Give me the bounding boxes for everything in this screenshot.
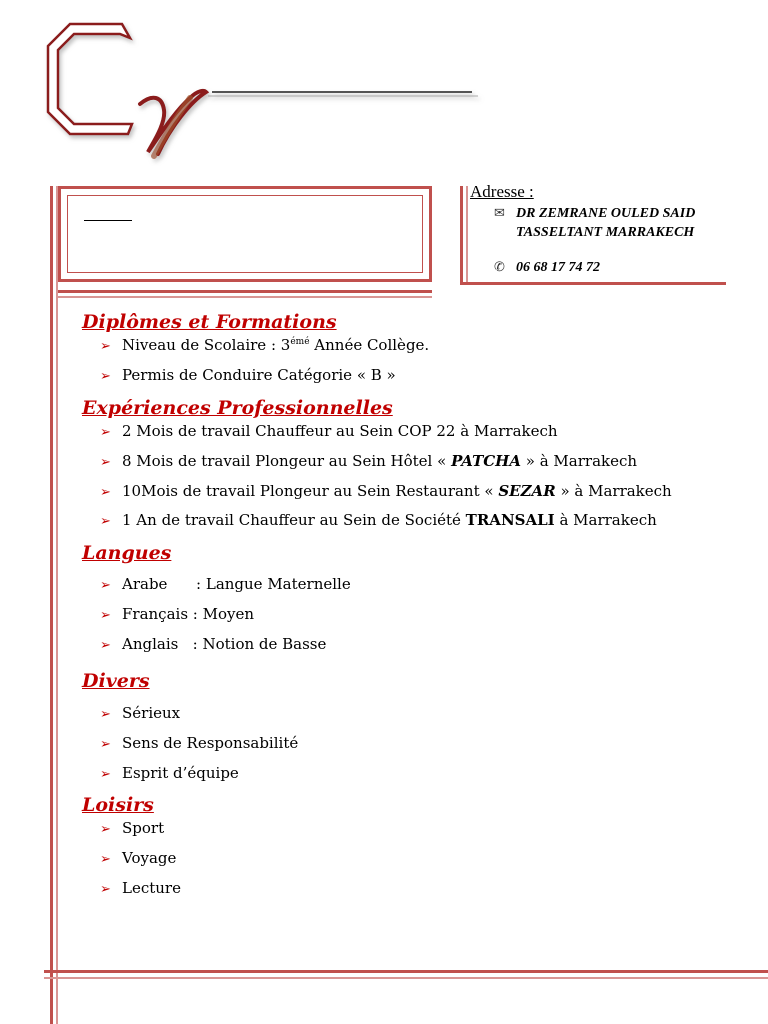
item-emphasis: TRANSALI bbox=[465, 511, 555, 529]
phone-icon: ✆ bbox=[494, 260, 505, 275]
envelope-icon: ✉ bbox=[494, 206, 505, 221]
arrow-bullet-icon: ➢ bbox=[100, 882, 111, 897]
arrow-bullet-icon: ➢ bbox=[100, 485, 111, 500]
arrow-bullet-icon: ➢ bbox=[100, 737, 111, 752]
logo-text: Cv bbox=[40, 16, 42, 17]
item-text: Sport bbox=[122, 819, 165, 837]
name-placeholder-line bbox=[84, 220, 132, 221]
address-line-1: DR ZEMRANE OULED SAID bbox=[516, 206, 696, 221]
item-text: Français : Moyen bbox=[122, 605, 255, 623]
item-text: Sérieux bbox=[122, 704, 181, 722]
address-left-line bbox=[460, 186, 463, 282]
arrow-bullet-icon: ➢ bbox=[100, 767, 111, 782]
list-item bbox=[100, 704, 180, 722]
list-item bbox=[100, 635, 326, 653]
section-title-experiences: Expériences Professionnelles bbox=[82, 397, 393, 419]
name-box-inner bbox=[67, 195, 423, 273]
section-title-diplomes: Diplômes et Formations bbox=[82, 311, 337, 333]
list-item bbox=[100, 575, 351, 593]
address-left-line-inner bbox=[466, 186, 468, 282]
list-item bbox=[100, 849, 176, 867]
list-item bbox=[100, 511, 657, 529]
list-item bbox=[100, 482, 672, 500]
list-item bbox=[100, 336, 429, 354]
item-text: 10Mois de travail Plongeur au Sein Restaurant « bbox=[122, 482, 499, 500]
item-text: 1 An de travail Chauffeur au Sein de Société bbox=[122, 511, 466, 529]
arrow-bullet-icon: ➢ bbox=[100, 638, 111, 653]
item-text: Lecture bbox=[122, 879, 181, 897]
arrow-bullet-icon: ➢ bbox=[100, 425, 111, 440]
frame-left-line-outer bbox=[50, 186, 53, 1024]
list-item bbox=[100, 452, 637, 470]
frame-left-line-inner bbox=[56, 186, 58, 1024]
list-item bbox=[100, 734, 298, 752]
name-box bbox=[58, 186, 432, 282]
item-text: Sens de Responsabilité bbox=[122, 734, 299, 752]
list-item bbox=[100, 879, 181, 897]
arrow-bullet-icon: ➢ bbox=[100, 455, 111, 470]
list-item bbox=[100, 366, 396, 384]
item-text: à Marrakech bbox=[554, 511, 657, 529]
arrow-bullet-icon: ➢ bbox=[100, 852, 111, 867]
address-title: Adresse : bbox=[470, 182, 534, 201]
item-text: 2 Mois de travail Chauffeur au Sein COP 22 à Marrakech bbox=[122, 422, 558, 440]
frame-bottom-line-inner bbox=[44, 977, 768, 979]
item-text: Arabe : Langue Maternelle bbox=[122, 575, 351, 593]
address-line-2: TASSELTANT MARRAKECH bbox=[516, 225, 695, 240]
frame-bottom-line-outer bbox=[44, 970, 768, 973]
arrow-bullet-icon: ➢ bbox=[100, 822, 111, 837]
namebox-underline-outer bbox=[58, 290, 432, 293]
namebox-underline-inner bbox=[58, 296, 432, 298]
item-superscript: émé bbox=[290, 337, 310, 347]
item-text: Voyage bbox=[122, 849, 177, 867]
list-item bbox=[100, 422, 558, 440]
address-bottom-line bbox=[460, 282, 726, 285]
item-text: » à Marrakech bbox=[555, 482, 672, 500]
phone-number: 06 68 17 74 72 bbox=[516, 260, 600, 275]
item-text: Permis de Conduire Catégorie « B » bbox=[122, 366, 396, 384]
item-text: Esprit d’équipe bbox=[122, 764, 239, 782]
cv-logo bbox=[40, 16, 490, 166]
list-item bbox=[100, 819, 164, 837]
arrow-bullet-icon: ➢ bbox=[100, 339, 111, 354]
address-block bbox=[470, 182, 750, 282]
arrow-bullet-icon: ➢ bbox=[100, 369, 111, 384]
arrow-bullet-icon: ➢ bbox=[100, 608, 111, 623]
arrow-bullet-icon: ➢ bbox=[100, 707, 111, 722]
item-text: » à Marrakech bbox=[521, 452, 638, 470]
item-text: Anglais : Notion de Basse bbox=[122, 635, 327, 653]
section-title-loisirs: Loisirs bbox=[82, 794, 154, 816]
item-emphasis: PATCHA bbox=[451, 452, 521, 470]
section-title-divers: Divers bbox=[82, 670, 150, 692]
item-text: Niveau de Scolaire : 3 bbox=[122, 336, 291, 354]
arrow-bullet-icon: ➢ bbox=[100, 578, 111, 593]
list-item bbox=[100, 605, 254, 623]
item-emphasis: SEZAR bbox=[498, 482, 556, 500]
arrow-bullet-icon: ➢ bbox=[100, 514, 111, 529]
item-text: Année Collège. bbox=[309, 336, 430, 354]
section-title-langues: Langues bbox=[82, 542, 172, 564]
item-text: 8 Mois de travail Plongeur au Sein Hôtel « bbox=[122, 452, 452, 470]
list-item bbox=[100, 764, 239, 782]
